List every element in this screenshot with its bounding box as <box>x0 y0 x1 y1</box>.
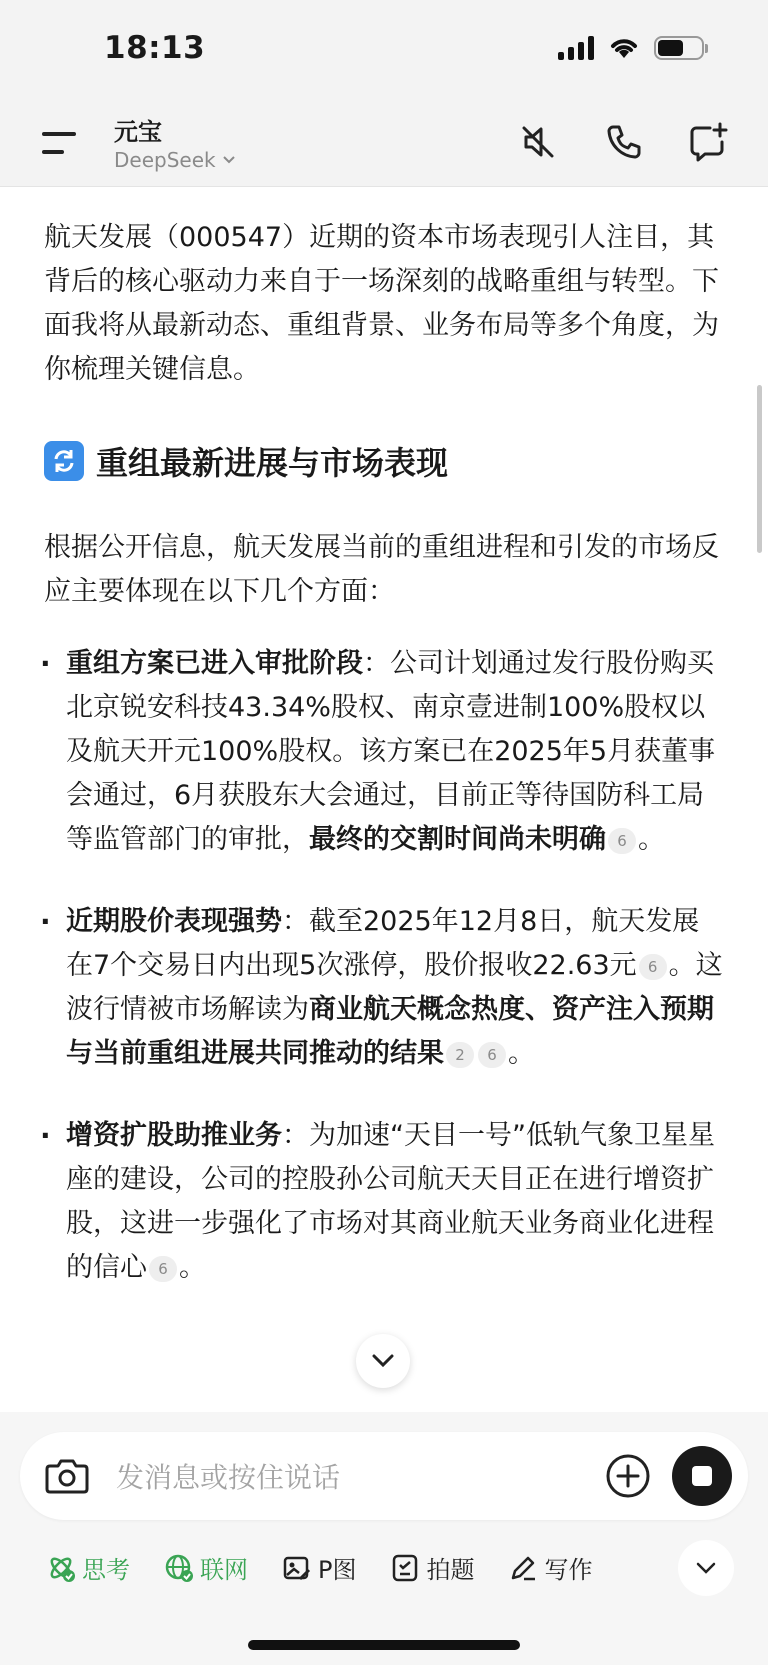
section-title: 重组最新进展与市场表现 <box>96 444 449 482</box>
point-end: 。 <box>638 824 665 855</box>
point-end: 。 <box>179 1252 206 1283</box>
stop-generation-button[interactable] <box>672 1446 732 1506</box>
tool-label: 联网 <box>200 1556 248 1584</box>
cellular-signal-icon <box>558 36 594 60</box>
battery-icon <box>654 36 704 60</box>
list-item <box>44 900 726 1076</box>
key-points-list <box>44 642 726 1290</box>
photo-question-icon <box>390 1553 420 1583</box>
point-emphasis: 最终的交割时间尚未明确 <box>309 824 606 855</box>
intro-paragraph: 航天发展（000547）近期的资本市场表现引人注目，其背后的核心驱动力来自于一场深刻的战略重组与转型。下面我将从最新动态、重组背景、业务布局等多个角度，为你梳理关键信息。 <box>44 222 719 385</box>
tool-write[interactable] <box>508 1550 592 1585</box>
list-item <box>44 1114 726 1290</box>
point-emphasis: 商业航天概念热度、资产注入预期与当前重组进展共同推动的结果 <box>66 994 714 1069</box>
tool-label: 思考 <box>82 1556 130 1584</box>
section-intro: 根据公开信息，航天发展当前的重组进程和引发的市场反应主要体现在以下几个方面： <box>44 532 719 607</box>
refresh-emoji-icon <box>44 441 84 481</box>
phone-icon[interactable] <box>600 118 648 166</box>
more-tools-button[interactable] <box>678 1540 734 1596</box>
chevron-down-icon <box>695 1561 717 1575</box>
tool-web[interactable] <box>164 1550 248 1585</box>
app-title: 元宝 <box>114 118 162 146</box>
tool-label: 拍题 <box>426 1556 475 1584</box>
camera-icon[interactable] <box>44 1454 90 1498</box>
chevron-down-icon <box>371 1353 395 1369</box>
wifi-icon <box>608 36 640 60</box>
message-input[interactable] <box>114 1454 558 1500</box>
point-heading: 重组方案已进入审批阶段 <box>66 648 363 679</box>
tool-bar <box>46 1550 626 1585</box>
composer-area <box>0 1412 768 1665</box>
scrollbar[interactable] <box>757 385 762 553</box>
section-heading <box>44 438 726 484</box>
point-end: 。 <box>508 1038 535 1069</box>
point-text: 。这波行情被市场解读为 <box>66 950 723 1025</box>
list-item <box>44 642 726 862</box>
tool-label: 写作 <box>544 1556 593 1584</box>
point-text: ：截至2025年12月8日，航天发展在7个交易日内出现5次涨停，股价报收22.63元 <box>66 906 700 981</box>
point-heading: 增资扩股助推业务 <box>66 1120 282 1151</box>
point-text: ：为加速“天目一号”低轨气象卫星星座的建设，公司的控股孙公司航天天目正在进行增资扩股，这进一步强化了市场对其商业航天业务商业化进程的信心 <box>66 1120 715 1283</box>
speaker-muted-icon[interactable] <box>514 118 562 166</box>
citation-badge[interactable]: 6 <box>149 1256 177 1282</box>
tool-image-edit[interactable] <box>282 1550 356 1585</box>
point-text: ：公司计划通过发行股份购买北京锐安科技43.34%股权、南京壹进制100%股权以及航天开元100%股权。该方案已在2025年5月获董事会通过，6月获股东大会通过，目前正等待国防科工局等监管部门的审批， <box>66 648 716 855</box>
status-icons <box>558 36 704 60</box>
tool-photo-question[interactable] <box>390 1550 474 1585</box>
chat-header <box>0 100 768 187</box>
chat-message <box>44 186 726 1328</box>
scroll-to-bottom-button[interactable] <box>356 1334 410 1388</box>
image-edit-icon <box>282 1553 312 1583</box>
point-heading: 近期股价表现强势 <box>66 906 282 937</box>
tool-think[interactable] <box>46 1550 130 1585</box>
citation-badge[interactable]: 2 <box>446 1042 474 1068</box>
model-selector[interactable] <box>114 148 236 172</box>
status-time: 18:13 <box>104 30 206 66</box>
status-bar <box>0 0 768 100</box>
new-chat-icon[interactable] <box>684 118 732 166</box>
stop-icon <box>692 1466 712 1486</box>
globe-icon <box>164 1553 194 1583</box>
pen-icon <box>508 1553 538 1583</box>
home-indicator[interactable] <box>248 1640 520 1650</box>
menu-icon[interactable] <box>42 128 80 158</box>
chevron-down-icon <box>222 155 236 165</box>
model-name: DeepSeek <box>114 148 216 172</box>
tool-label: P图 <box>318 1556 357 1584</box>
citation-badge[interactable]: 6 <box>639 954 667 980</box>
plus-icon[interactable] <box>604 1452 652 1500</box>
citation-badge[interactable]: 6 <box>478 1042 506 1068</box>
message-composer <box>20 1432 748 1520</box>
think-icon <box>46 1553 76 1583</box>
citation-badge[interactable]: 6 <box>608 828 636 854</box>
